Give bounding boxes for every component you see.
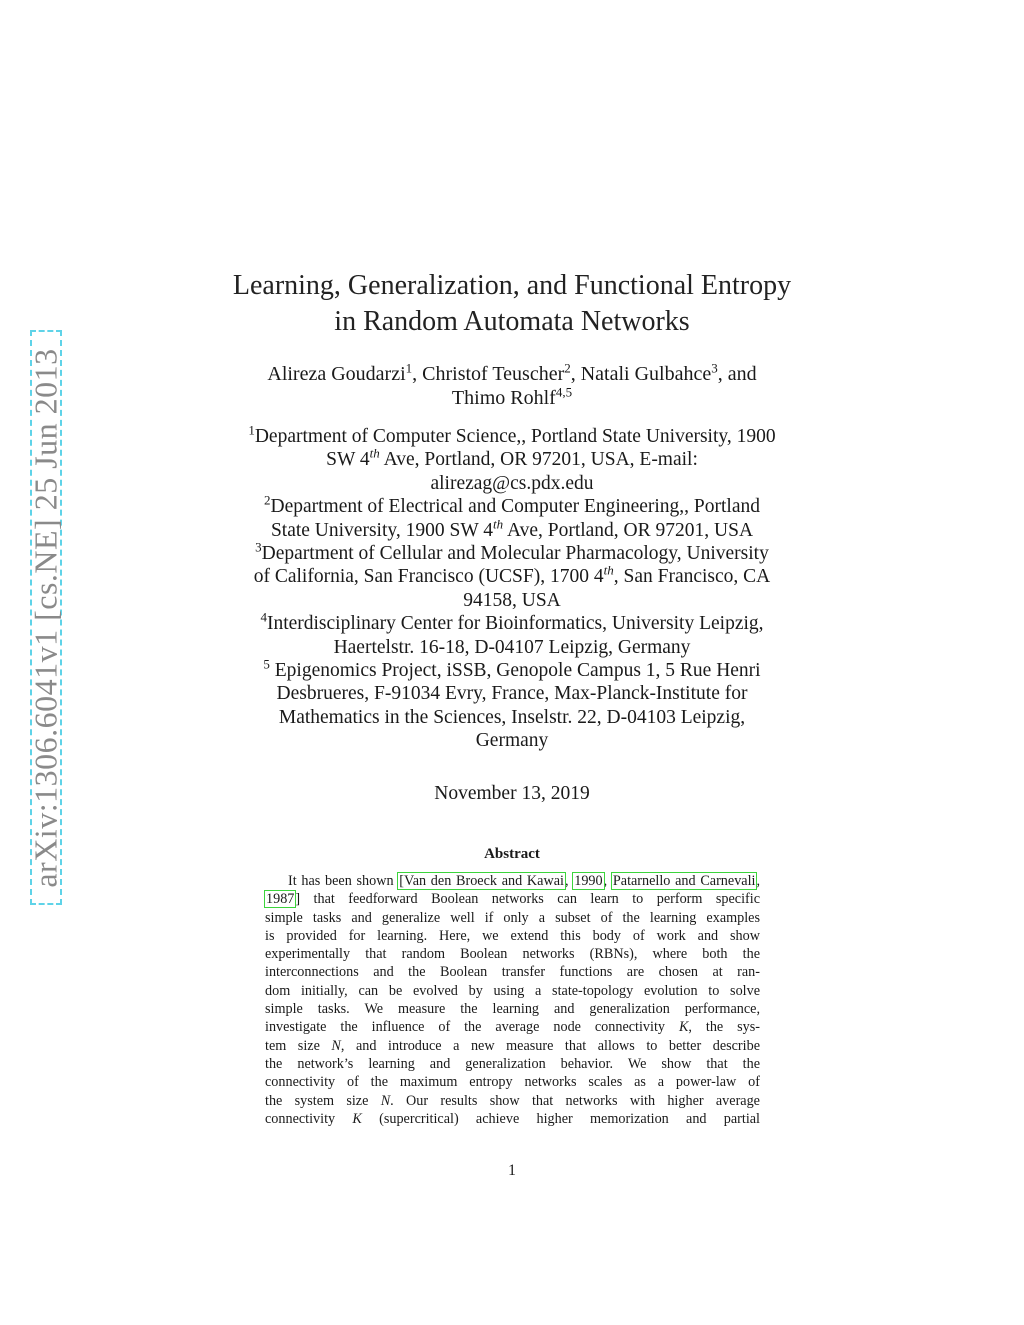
authors-line-2 [200, 386, 824, 410]
affil-text: State University, 1900 SW 4 [270, 519, 494, 541]
abstract-line: is provided for learning. Here, we extend this body of work and show [265, 927, 760, 944]
affil-text: Department of Electrical and Computer Engineering,, Portland [270, 496, 760, 518]
affiliation-line: 94158, USA [463, 589, 561, 611]
math-symbol: K [352, 1110, 362, 1127]
affiliation-line: Mathematics in the Sciences, Inselstr. 22, D-04103 Leipzig, [278, 706, 746, 728]
affil-sup: 3 [255, 539, 262, 555]
abstract-text: (supercritical) achieve higher memorization and partial [361, 1110, 760, 1127]
affil-sup: 4 [260, 609, 267, 625]
abstract-text: the system size [265, 1092, 381, 1109]
paper-date: November 13, 2019 [434, 783, 590, 804]
abstract-text: , the sys- [688, 1019, 760, 1036]
abstract-body [265, 872, 760, 1128]
abstract-line: interconnections and the Boolean transfer functions are chosen at ran- [265, 964, 760, 981]
author-affil-sup: 1 [405, 360, 413, 376]
affil-ordinal: th [369, 445, 380, 461]
abstract-text: tem size [265, 1037, 332, 1054]
abstract-line [265, 1018, 760, 1036]
affil-sup: 5 [263, 656, 270, 672]
affiliation-line [200, 539, 824, 565]
title-line-1: Learning, Generalization, and Functional Entropy [232, 270, 792, 301]
affiliation-email: alirezag@cs.pdx.edu [430, 472, 594, 494]
affiliation-line [200, 516, 824, 542]
affiliation-line [200, 492, 824, 518]
abstract-line: dom initially, can be evolved by using a state-topology evolution to solve [265, 982, 760, 999]
abstract-line: experimentally that random Boolean networks (RBNs), where both the [265, 946, 760, 963]
abstract-text: , [756, 873, 761, 889]
affiliation-line [200, 656, 824, 682]
citation-link[interactable]: 1987 [266, 891, 295, 908]
citation-link[interactable]: Patarnello and Carnevali [612, 873, 756, 889]
affiliations [200, 422, 824, 753]
citation-link[interactable]: [Van den Broeck and Kawai [399, 873, 564, 889]
affil-text: Epigenomics Project, iSSB, Genopole Campus 1, 5 Rue Henri [269, 660, 761, 682]
abstract-line [265, 1037, 760, 1055]
arxiv-stamp [27, 330, 64, 905]
affil-text: Ave, Portland, OR 97201, USA, E-mail: [379, 449, 698, 471]
author-name: Thimo Rohlf [451, 387, 556, 409]
affiliation-line: Haertelstr. 16-18, D-04107 Leipzig, Germany [333, 636, 691, 658]
abstract-text: . Our results show that networks with higher average [390, 1092, 760, 1109]
abstract-line [265, 872, 760, 890]
arxiv-stamp-text: arXiv:1306.6041v1 [cs.NE] 25 Jun 2013 [27, 347, 64, 888]
affil-text: SW 4 [326, 449, 370, 471]
affil-ordinal: th [603, 562, 614, 578]
citation-link[interactable]: 1990 [574, 873, 603, 889]
math-symbol: N [380, 1092, 391, 1109]
abstract-text: ] that feedforward Boolean networks can learn to perform specific [295, 891, 760, 908]
math-symbol: N [331, 1037, 341, 1054]
author-affil-sup: 3 [711, 360, 718, 376]
affiliation-line [200, 445, 824, 471]
affil-text: Department of Cellular and Molecular Pharmacology, University [261, 543, 769, 565]
title-line-2: in Random Automata Networks [334, 306, 690, 337]
affiliation-line: Germany [475, 730, 549, 752]
affil-text: , San Francisco, CA [613, 566, 771, 588]
author-name: , Christof Teuscher [412, 363, 565, 385]
abstract-line: the network’s learning and generalization behavior. We show that the [265, 1055, 760, 1072]
author-affil-sup: 2 [564, 360, 571, 376]
author-name: , Natali Gulbahce [570, 363, 712, 385]
author-list [200, 362, 824, 410]
abstract-line [265, 1092, 760, 1110]
abstract-line: simple tasks. We measure the learning and generalization performance, [265, 1001, 760, 1018]
affil-ordinal: th [493, 516, 504, 532]
affiliation-line [200, 609, 824, 635]
affiliation-line [200, 562, 824, 588]
affil-sup: 2 [263, 492, 271, 508]
affil-sup: 1 [248, 422, 255, 438]
abstract-text: , and introduce a new measure that allows to better describe [340, 1037, 760, 1054]
abstract-line: connectivity of the maximum entropy networks scales as a power-law of [265, 1074, 760, 1091]
abstract-line [265, 1110, 760, 1128]
affil-text: Department of Computer Science,, Portland State University, 1900 [254, 426, 776, 447]
affiliation-line [200, 422, 824, 448]
abstract-text: , [564, 873, 574, 889]
abstract-line [265, 890, 760, 908]
affiliation-line: Desbrueres, F-91034 Evry, France, Max-Planck-Institute for [276, 683, 748, 705]
abstract-text: It has been shown [288, 873, 399, 889]
abstract-line: simple tasks and generalize well if only a subset of the learning examples [265, 909, 760, 926]
affil-text: Interdisciplinary Center for Bioinformatics, University Leipzig, [266, 613, 764, 635]
abstract-text: , [603, 873, 612, 889]
page-number: 1 [508, 1162, 516, 1179]
authors-line-1 [200, 362, 824, 386]
author-affil-sup: 4,5 [555, 384, 573, 400]
abstract-text: connectivity [265, 1110, 353, 1127]
affil-text: Ave, Portland, OR 97201, USA [503, 519, 754, 541]
math-symbol: K [678, 1019, 689, 1036]
abstract-text: investigate the influence of the average node connectivity [265, 1019, 679, 1036]
author-conjunction: , and [717, 363, 757, 385]
author-name: Alireza Goudarzi [267, 363, 406, 385]
paper-title [200, 268, 824, 340]
abstract-heading: Abstract [484, 846, 540, 862]
affil-text: of California, San Francisco (UCSF), 1700 4 [253, 566, 604, 588]
